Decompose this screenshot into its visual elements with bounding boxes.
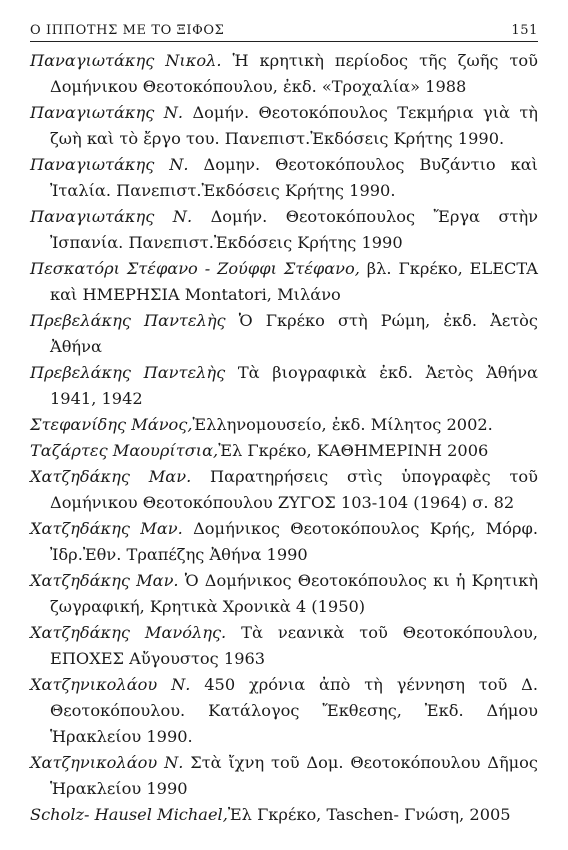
running-header-title: Ο ΙΠΠΟΤΗΣ ΜΕ ΤΟ ΞΙΦΟΣ (30, 23, 225, 38)
entry-text: Δομήν. Θεοτοκόπουλος Ἔργα στὴν Ἰσπανία. Πανεπιστ.Ἐκδόσεις Κρήτης 1990 (50, 207, 538, 252)
bibliography-entry (30, 516, 538, 568)
bibliography-entry (30, 568, 538, 620)
entry-author: Χατζηνικολάου Ν. (30, 753, 184, 772)
entry-author: Παναγιωτάκης Ν. (30, 207, 193, 226)
entry-author: Scholz- Hausel Michael, (30, 805, 228, 824)
entry-author: Πρεβελάκης Παντελὴς (30, 363, 226, 382)
entry-text: Τὰ βιογραφικὰ ἐκδ. Ἀετὸς Ἀθήνα 1941, 1942 (50, 363, 538, 408)
bibliography-entry (30, 412, 538, 438)
entry-author: Χατζηδάκης Μαν. (30, 519, 183, 538)
entry-text: Ἑλληνομουσείο, ἐκδ. Μίλητος 2002. (192, 415, 493, 434)
entry-text: Τὰ νεανικὰ τοῦ Θεοτοκόπουλου, ΕΠΟΧΕΣ Αὔγουστος 1963 (50, 623, 538, 668)
entry-author: Ταζάρτες Μαουρίτσια, (30, 441, 219, 460)
entry-text: Δομην. Θεοτοκόπουλος Βυζάντιο καὶ Ἰταλία. Πανεπιστ.Ἐκδόσεις Κρήτης 1990. (50, 155, 539, 200)
entry-text: Δομήνικος Θεοτοκόπουλος Κρής, Μόρφ. Ἰδρ.Ἐθν. Τραπέζης Ἀθήνα 1990 (50, 519, 539, 564)
bibliography-entry (30, 620, 538, 672)
entry-text: Ὁ Γκρέκο στὴ Ρώμη, ἐκδ. Ἀετὸς Ἀθήνα (50, 311, 538, 356)
entry-text: Δομήν. Θεοτοκόπουλος Τεκμήρια γιὰ τὴ ζωὴ καὶ τὸ ἔργο του. Πανεπιστ.Ἐκδόσεις Κρήτης 1990. (50, 103, 538, 148)
bibliography-entry (30, 256, 538, 308)
bibliography-entry (30, 750, 538, 802)
bibliography-entry (30, 100, 538, 152)
bibliography-list (30, 48, 538, 828)
entry-author: Παναγιωτάκης Νικολ. (30, 51, 222, 70)
entry-author: Χατζηδάκης Μαν. (30, 571, 179, 590)
bibliography-entry (30, 48, 538, 100)
bibliography-entry (30, 360, 538, 412)
bibliography-entry (30, 672, 538, 750)
entry-author: Πεσκατόρι Στέφανο - Ζούφφι Στέφανο, (30, 259, 360, 278)
entry-text: Ὁ Δομήνικος Θεοτοκόπουλος κι ἡ Κρητικὴ ζωγραφική, Κρητικὰ Χρονικὰ 4 (1950) (50, 571, 539, 616)
entry-text: Ἡ κρητικὴ περίοδος τῆς ζωῆς τοῦ Δομήνικου Θεοτοκόπουλου, ἐκδ. «Τροχαλία» 1988 (50, 51, 538, 96)
page-number: 151 (511, 23, 538, 38)
entry-text: βλ. Γκρέκο, ELECTA καὶ ΗΜΕΡΗΣΙΑ Montatori, Μιλάνο (50, 259, 538, 304)
entry-author: Πρεβελάκης Παντελὴς (30, 311, 226, 330)
bibliography-entry (30, 802, 538, 828)
running-header (30, 16, 538, 42)
entry-text: Ἐλ Γκρέκο, Taschen- Γνώση, 2005 (227, 805, 511, 824)
bibliography-entry (30, 464, 538, 516)
bibliography-entry (30, 438, 538, 464)
entry-author: Χατζηδάκης Μανόλης. (30, 623, 227, 642)
entry-author: Παναγιωτάκης Ν. (30, 155, 189, 174)
entry-text: Στὰ ἴχνη τοῦ Δομ. Θεοτοκόπουλου Δῆμος Ἡρακλείου 1990 (50, 753, 538, 798)
entry-text: Ἐλ Γκρέκο, ΚΑΘΗΜΕΡΙΝΗ 2006 (218, 441, 489, 460)
bibliography-entry (30, 308, 538, 360)
entry-author: Στεφανίδης Μάνος, (30, 415, 193, 434)
entry-author: Χατζηδάκης Μαν. (30, 467, 192, 486)
entry-author: Χατζηνικολάου Ν. (30, 675, 191, 694)
bibliography-entry (30, 152, 538, 204)
entry-author: Παναγιωτάκης Ν. (30, 103, 184, 122)
entry-text: Παρατηρήσεις στὶς ὑπογραφὲς τοῦ Δομήνικου Θεοτοκόπουλου ΖΥΓΟΣ 103-104 (1964) σ. 82 (50, 467, 538, 512)
entry-text: 450 χρόνια ἀπὸ τὴ γέννηση τοῦ Δ. Θεοτοκόπουλου. Κατάλογος Ἔκθεσης, Ἐκδ. Δήμου Ἡρακλείου 1990. (50, 675, 538, 746)
bibliography-entry (30, 204, 538, 256)
